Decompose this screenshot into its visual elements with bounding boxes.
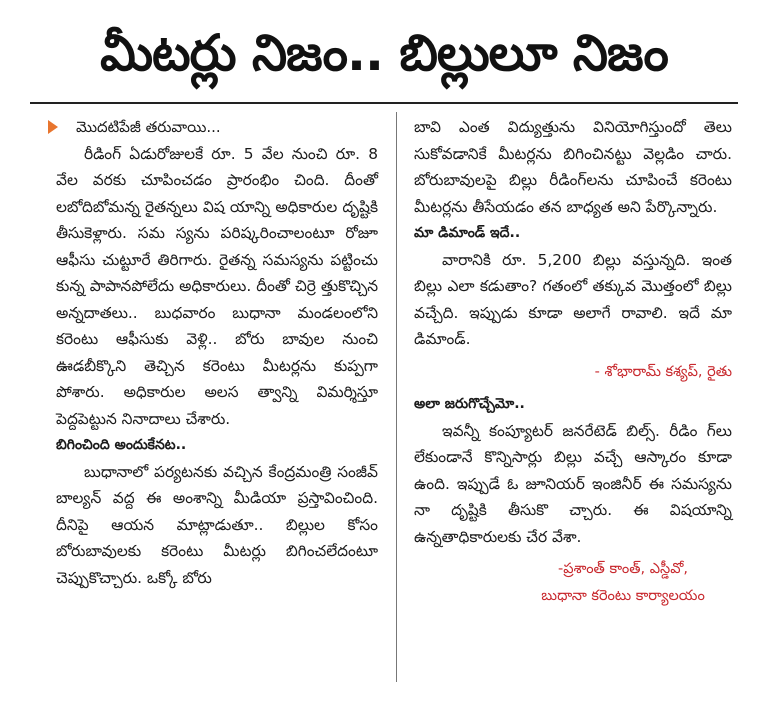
attribution: - శోభారామ్‌ కశ్యప్‌, రైతు (594, 363, 732, 380)
left-column (56, 114, 378, 591)
body-paragraph: బావి ఎంత విద్యుత్తును వినియోగిస్తుందో తెలు సుకోవడానికే మీటర్లను బిగించినట్టు వెల్లడిం చారు. బోరుబావులపై బిల్లు రీడింగ్‌లను చూపించే కరెంటు మీటర్లను తీసేయడం తన బాధ్యత అని పేర్కొన్నారు. (414, 118, 732, 216)
headline: మీటర్లు నిజం.. బిల్లులూ నిజం (30, 16, 738, 104)
right-column (414, 114, 732, 615)
subheading: బిగించింది అందుకేనట.. (56, 437, 187, 453)
chevron-right-icon (48, 120, 58, 134)
body-paragraph: బుధానాలో పర్యటనకు వచ్చిన కేంద్రమంత్రి సంజీవ్‌ బాల్యన్‌ వద్ద ఈ అంశాన్ని మీడియా ప్రస్తావించింది. దీనిపై ఆయన మాట్లాడుతూ.. బిల్లుల కోసం బోరుబావులకు కరెంటు మీటర్లు బిగించలేదంటూ చెప్పుకొచ్చారు. ఒక్కో బోరు (56, 462, 378, 587)
attribution-name: -ప్రశాంత్‌ కాంత్‌, ఎస్డీవో, (558, 561, 688, 577)
subheading: మా డిమాండ్‌ ఇదే.. (414, 225, 521, 241)
subheading: అలా జరుగొచ్చేమో.. (414, 396, 525, 412)
lead-label: మొదటిపేజీ తరువాయి... (76, 118, 221, 136)
column-divider (396, 112, 397, 682)
attribution-office: బుధానా కరెంటు కార్యాలయం (541, 587, 705, 604)
body-paragraph: రీడింగ్‌ ఏడురోజులకే రూ. 5 వేల నుంచి రూ. 8 వేల వరకు చూపించడం ప్రారంభిం చింది. దీంతో లబోదిబోమన్న రైతన్నలు విష యాన్ని అధికారుల దృష్టికి తీసుకెళ్లారు. సమ స్యను పరిష్కరించాలంటూ రోజూ ఆఫీసు చుట్టూరే తిరిగారు. రైతన్న సమస్యను పట్టించు కున్న పాపానపోలేదు అధికారులు. దీంతో చిర్రె త్తుకొచ్చిన అన్నదాతలు.. బుధవారం బుధానా మండలంలోని కరెంటు ఆఫీసుకు వెళ్లి.. బోరు బావుల నుంచి ఊడబీక్కొని తెచ్చిన కరెంటు మీటర్లను కుప్పగా పోశారు. అధికారుల అలస త్వాన్ని విమర్శిస్తూ పెద్దపెట్టున నినాదాలు చేశారు. (56, 144, 378, 428)
body-paragraph: ఇవన్నీ కంప్యూటర్‌ జనరేటెడ్‌ బిల్స్‌. రీడిం గ్‌లు లేకుండానే కొన్నిసార్లు బిల్లు వచ్చే ఆస్కారం కూడా ఉంది. ఇప్పుడే ఓ జూనియర్‌ ఇంజినీర్‌ ఈ సమస్యను నా దృష్టికి తీసుకొ చ్చారు. ఈ విషయాన్ని ఉన్నతాధికారులకు చేర వేశా. (414, 421, 732, 546)
continued-from-front-page (56, 114, 378, 141)
body-paragraph: వారానికి రూ. 5,200 బిల్లు వస్తున్నది. ఇంత బిల్లు ఎలా కడుతాం? గతంలో తక్కువ మొత్తంలో బిల్లు వచ్చేది. ఇప్పుడు కూడా అలాగే రావాలి. ఇదే మా డిమాండ్‌. (414, 250, 732, 348)
